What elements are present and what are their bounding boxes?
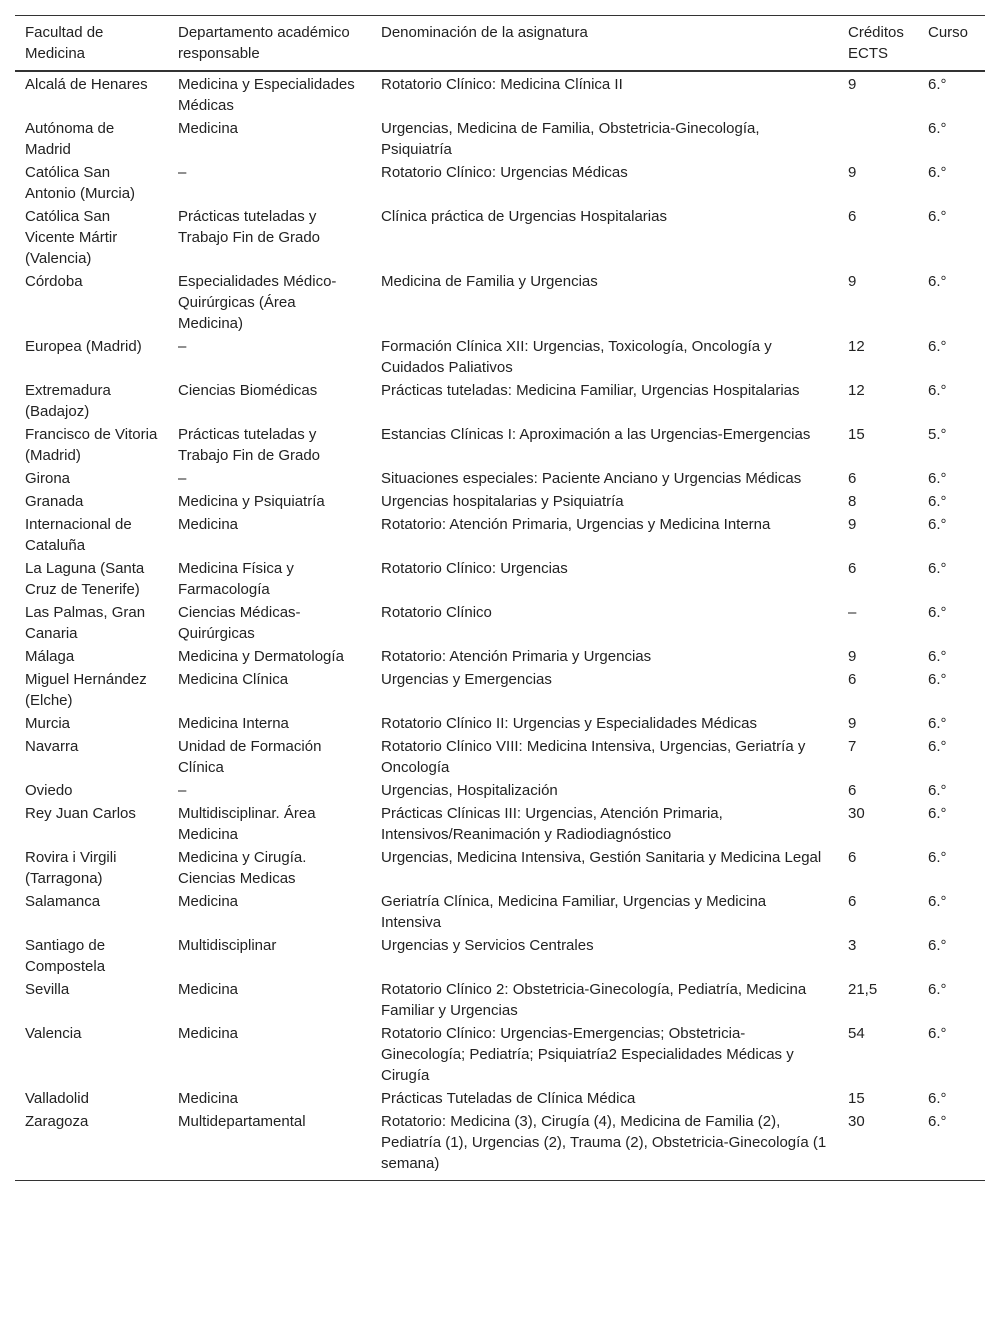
table-row bbox=[15, 934, 985, 978]
table-row bbox=[15, 117, 985, 161]
table-row bbox=[15, 712, 985, 735]
cell-facultad: Europea (Madrid) bbox=[25, 338, 142, 355]
cell-creditos: 9 bbox=[848, 516, 857, 533]
cell-asignatura: Estancias Clínicas I: Aproximación a las Urgencias-Emergencias bbox=[381, 426, 811, 443]
cell-curso: 6.° bbox=[928, 893, 947, 910]
cell-creditos: 9 bbox=[848, 648, 857, 665]
cell-departamento: Medicina y Dermatología bbox=[178, 648, 344, 665]
cell-creditos: 6 bbox=[848, 560, 857, 577]
cell-facultad: Autónoma de Madrid bbox=[25, 120, 115, 158]
cell-curso: 6.° bbox=[928, 560, 947, 577]
cell-curso: 6.° bbox=[928, 164, 947, 181]
cell-curso: 6.° bbox=[928, 76, 947, 93]
cell-asignatura: Medicina de Familia y Urgencias bbox=[381, 273, 598, 290]
cell-creditos: 8 bbox=[848, 493, 857, 510]
cell-asignatura: Formación Clínica XII: Urgencias, Toxicología, Oncología y Cuidados Paliativos bbox=[381, 338, 772, 376]
cell-curso: 6.° bbox=[928, 715, 947, 732]
cell-creditos: 3 bbox=[848, 937, 857, 954]
table-row bbox=[15, 735, 985, 779]
cell-creditos: 15 bbox=[848, 1090, 865, 1107]
table-row bbox=[15, 423, 985, 467]
cell-facultad: Murcia bbox=[25, 715, 71, 732]
cell-asignatura: Rotatorio Clínico VIII: Medicina Intensiva, Urgencias, Geriatría y Oncología bbox=[381, 738, 806, 776]
cell-asignatura: Situaciones especiales: Paciente Anciano y Urgencias Médicas bbox=[381, 470, 802, 487]
cell-asignatura: Rotatorio: Medicina (3), Cirugía (4), Medicina de Familia (2), Pediatría (1), Urgencias (2), Trauma (2), Obstetricia-Ginecología (1 semana) bbox=[381, 1113, 827, 1172]
cell-facultad: Córdoba bbox=[25, 273, 83, 290]
cell-facultad: Extremadura (Badajoz) bbox=[25, 382, 111, 420]
cell-asignatura: Prácticas tuteladas: Medicina Familiar, Urgencias Hospitalarias bbox=[381, 382, 800, 399]
cell-departamento: Medicina y Especialidades Médicas bbox=[178, 76, 355, 114]
cell-departamento: Ciencias Médicas-Quirúrgicas bbox=[178, 604, 301, 642]
cell-asignatura: Urgencias, Hospitalización bbox=[381, 782, 558, 799]
cell-curso: 6.° bbox=[928, 493, 947, 510]
table-row bbox=[15, 379, 985, 423]
cell-facultad: La Laguna (Santa Cruz de Tenerife) bbox=[25, 560, 145, 598]
cell-facultad: Oviedo bbox=[25, 782, 73, 799]
cell-departamento: Prácticas tuteladas y Trabajo Fin de Grado bbox=[178, 208, 321, 246]
cell-curso: 6.° bbox=[928, 273, 947, 290]
cell-creditos: 30 bbox=[848, 805, 865, 822]
cell-curso: 6.° bbox=[928, 1090, 947, 1107]
cell-departamento: Multidisciplinar. Área Medicina bbox=[178, 805, 316, 843]
cell-curso: 6.° bbox=[928, 981, 947, 998]
cell-creditos: 6 bbox=[848, 849, 857, 866]
table-body bbox=[15, 71, 985, 1181]
cell-creditos: 9 bbox=[848, 715, 857, 732]
cell-asignatura: Rotatorio Clínico: Urgencias bbox=[381, 560, 568, 577]
table-row bbox=[15, 1110, 985, 1181]
cell-creditos: 9 bbox=[848, 164, 857, 181]
cell-departamento: Medicina Clínica bbox=[178, 671, 289, 688]
header-curso: Curso bbox=[928, 24, 969, 41]
table-row bbox=[15, 467, 985, 490]
table-row bbox=[15, 846, 985, 890]
cell-departamento: Medicina bbox=[178, 981, 239, 998]
cell-curso: 6.° bbox=[928, 516, 947, 533]
cell-asignatura: Urgencias, Medicina Intensiva, Gestión Sanitaria y Medicina Legal bbox=[381, 849, 822, 866]
cell-curso: 5.° bbox=[928, 426, 947, 443]
cell-creditos: 15 bbox=[848, 426, 865, 443]
cell-facultad: Rovira i Virgili (Tarragona) bbox=[25, 849, 117, 887]
cell-creditos: 54 bbox=[848, 1025, 865, 1042]
cell-facultad: Valencia bbox=[25, 1025, 82, 1042]
cell-creditos: 9 bbox=[848, 273, 857, 290]
cell-curso: 6.° bbox=[928, 738, 947, 755]
cell-curso: 6.° bbox=[928, 1025, 947, 1042]
table-row bbox=[15, 645, 985, 668]
cell-facultad: Girona bbox=[25, 470, 71, 487]
cell-curso: 6.° bbox=[928, 1113, 947, 1130]
cell-creditos: 7 bbox=[848, 738, 857, 755]
cell-asignatura: Rotatorio Clínico: Urgencias Médicas bbox=[381, 164, 628, 181]
table-row bbox=[15, 270, 985, 335]
cell-creditos: 6 bbox=[848, 671, 857, 688]
cell-curso: 6.° bbox=[928, 208, 947, 225]
cell-departamento: Medicina bbox=[178, 516, 239, 533]
cell-facultad: Navarra bbox=[25, 738, 79, 755]
table-row bbox=[15, 513, 985, 557]
cell-facultad: Francisco de Vitoria (Madrid) bbox=[25, 426, 158, 464]
table-row bbox=[15, 1087, 985, 1110]
cell-curso: 6.° bbox=[928, 338, 947, 355]
cell-departamento: Prácticas tuteladas y Trabajo Fin de Grado bbox=[178, 426, 321, 464]
table-row bbox=[15, 557, 985, 601]
table-row bbox=[15, 668, 985, 712]
cell-departamento: Medicina Física y Farmacología bbox=[178, 560, 294, 598]
cell-asignatura: Rotatorio Clínico II: Urgencias y Especialidades Médicas bbox=[381, 715, 758, 732]
cell-curso: 6.° bbox=[928, 671, 947, 688]
cell-asignatura: Urgencias hospitalarias y Psiquiatría bbox=[381, 493, 624, 510]
table-row bbox=[15, 490, 985, 513]
table-row bbox=[15, 205, 985, 270]
cell-departamento: Medicina bbox=[178, 893, 239, 910]
cell-curso: 6.° bbox=[928, 470, 947, 487]
cell-departamento: Medicina bbox=[178, 120, 239, 137]
table-row bbox=[15, 71, 985, 117]
cell-asignatura: Prácticas Tuteladas de Clínica Médica bbox=[381, 1090, 636, 1107]
table-row bbox=[15, 161, 985, 205]
cell-curso: 6.° bbox=[928, 782, 947, 799]
cell-facultad: Valladolid bbox=[25, 1090, 89, 1107]
table-row bbox=[15, 1022, 985, 1087]
cell-departamento: Multidepartamental bbox=[178, 1113, 306, 1130]
cell-creditos: – bbox=[848, 604, 857, 621]
table-row bbox=[15, 802, 985, 846]
cell-curso: 6.° bbox=[928, 648, 947, 665]
cell-departamento: Ciencias Biomédicas bbox=[178, 382, 318, 399]
table-row bbox=[15, 978, 985, 1022]
cell-facultad: Católica San Antonio (Murcia) bbox=[25, 164, 136, 202]
cell-creditos: 6 bbox=[848, 893, 857, 910]
cell-departamento: – bbox=[178, 782, 187, 799]
cell-departamento: – bbox=[178, 164, 187, 181]
cell-departamento: – bbox=[178, 470, 187, 487]
cell-creditos: 9 bbox=[848, 76, 857, 93]
cell-departamento: Medicina y Psiquiatría bbox=[178, 493, 325, 510]
cell-departamento: Medicina bbox=[178, 1025, 239, 1042]
cell-curso: 6.° bbox=[928, 604, 947, 621]
cell-facultad: Zaragoza bbox=[25, 1113, 89, 1130]
cell-departamento: – bbox=[178, 338, 187, 355]
cell-departamento: Unidad de Formación Clínica bbox=[178, 738, 322, 776]
cell-creditos: 12 bbox=[848, 382, 865, 399]
header-asignatura: Denominación de la asignatura bbox=[381, 24, 588, 41]
cell-asignatura: Rotatorio Clínico 2: Obstetricia-Ginecología, Pediatría, Medicina Familiar y Urgencias bbox=[381, 981, 807, 1019]
cell-creditos: 6 bbox=[848, 470, 857, 487]
cell-departamento: Medicina bbox=[178, 1090, 239, 1107]
cell-curso: 6.° bbox=[928, 805, 947, 822]
cell-asignatura: Urgencias y Emergencias bbox=[381, 671, 552, 688]
cell-creditos: 6 bbox=[848, 208, 857, 225]
cell-facultad: Sevilla bbox=[25, 981, 70, 998]
cell-facultad: Alcalá de Henares bbox=[25, 76, 148, 93]
cell-creditos: 6 bbox=[848, 782, 857, 799]
cell-facultad: Internacional de Cataluña bbox=[25, 516, 132, 554]
cell-departamento: Multidisciplinar bbox=[178, 937, 277, 954]
cell-asignatura: Rotatorio Clínico bbox=[381, 604, 492, 621]
faculties-table bbox=[15, 15, 985, 1181]
cell-creditos: 30 bbox=[848, 1113, 865, 1130]
cell-asignatura: Rotatorio Clínico: Medicina Clínica II bbox=[381, 76, 623, 93]
cell-asignatura: Rotatorio: Atención Primaria y Urgencias bbox=[381, 648, 652, 665]
cell-curso: 6.° bbox=[928, 937, 947, 954]
cell-facultad: Santiago de Compostela bbox=[25, 937, 106, 975]
cell-curso: 6.° bbox=[928, 382, 947, 399]
cell-asignatura: Clínica práctica de Urgencias Hospitalarias bbox=[381, 208, 667, 225]
cell-curso: 6.° bbox=[928, 120, 947, 137]
header-row bbox=[15, 16, 985, 72]
header-creditos: Créditos ECTS bbox=[848, 24, 904, 62]
cell-facultad: Salamanca bbox=[25, 893, 101, 910]
cell-creditos: 21,5 bbox=[848, 981, 878, 998]
document-page bbox=[15, 15, 985, 1181]
cell-facultad: Católica San Vicente Mártir (Valencia) bbox=[25, 208, 118, 267]
cell-asignatura: Urgencias, Medicina de Familia, Obstetricia-Ginecología, Psiquiatría bbox=[381, 120, 760, 158]
cell-curso: 6.° bbox=[928, 849, 947, 866]
cell-facultad: Las Palmas, Gran Canaria bbox=[25, 604, 146, 642]
table-row bbox=[15, 335, 985, 379]
cell-departamento: Especialidades Médico-Quirúrgicas (Área Medicina) bbox=[178, 273, 337, 332]
cell-asignatura: Geriatría Clínica, Medicina Familiar, Urgencias y Medicina Intensiva bbox=[381, 893, 767, 931]
header-facultad: Facultad de Medicina bbox=[25, 24, 104, 62]
table-header bbox=[15, 16, 985, 72]
cell-facultad: Rey Juan Carlos bbox=[25, 805, 136, 822]
header-departamento: Departamento académico responsable bbox=[178, 24, 350, 62]
cell-facultad: Granada bbox=[25, 493, 84, 510]
table-row bbox=[15, 779, 985, 802]
cell-asignatura: Rotatorio Clínico: Urgencias-Emergencias; Obstetricia-Ginecología; Pediatría; Psiquiatría2 Especialidades Médicas y Cirugía bbox=[381, 1025, 794, 1084]
cell-departamento: Medicina Interna bbox=[178, 715, 289, 732]
cell-asignatura: Rotatorio: Atención Primaria, Urgencias y Medicina Interna bbox=[381, 516, 771, 533]
cell-asignatura: Prácticas Clínicas III: Urgencias, Atención Primaria, Intensivos/Reanimación y Radiodiagnóstico bbox=[381, 805, 723, 843]
cell-creditos: 12 bbox=[848, 338, 865, 355]
table-row bbox=[15, 601, 985, 645]
cell-asignatura: Urgencias y Servicios Centrales bbox=[381, 937, 594, 954]
cell-facultad: Málaga bbox=[25, 648, 75, 665]
cell-departamento: Medicina y Cirugía. Ciencias Medicas bbox=[178, 849, 307, 887]
table-row bbox=[15, 890, 985, 934]
cell-facultad: Miguel Hernández (Elche) bbox=[25, 671, 147, 709]
cell-creditos bbox=[838, 117, 918, 161]
